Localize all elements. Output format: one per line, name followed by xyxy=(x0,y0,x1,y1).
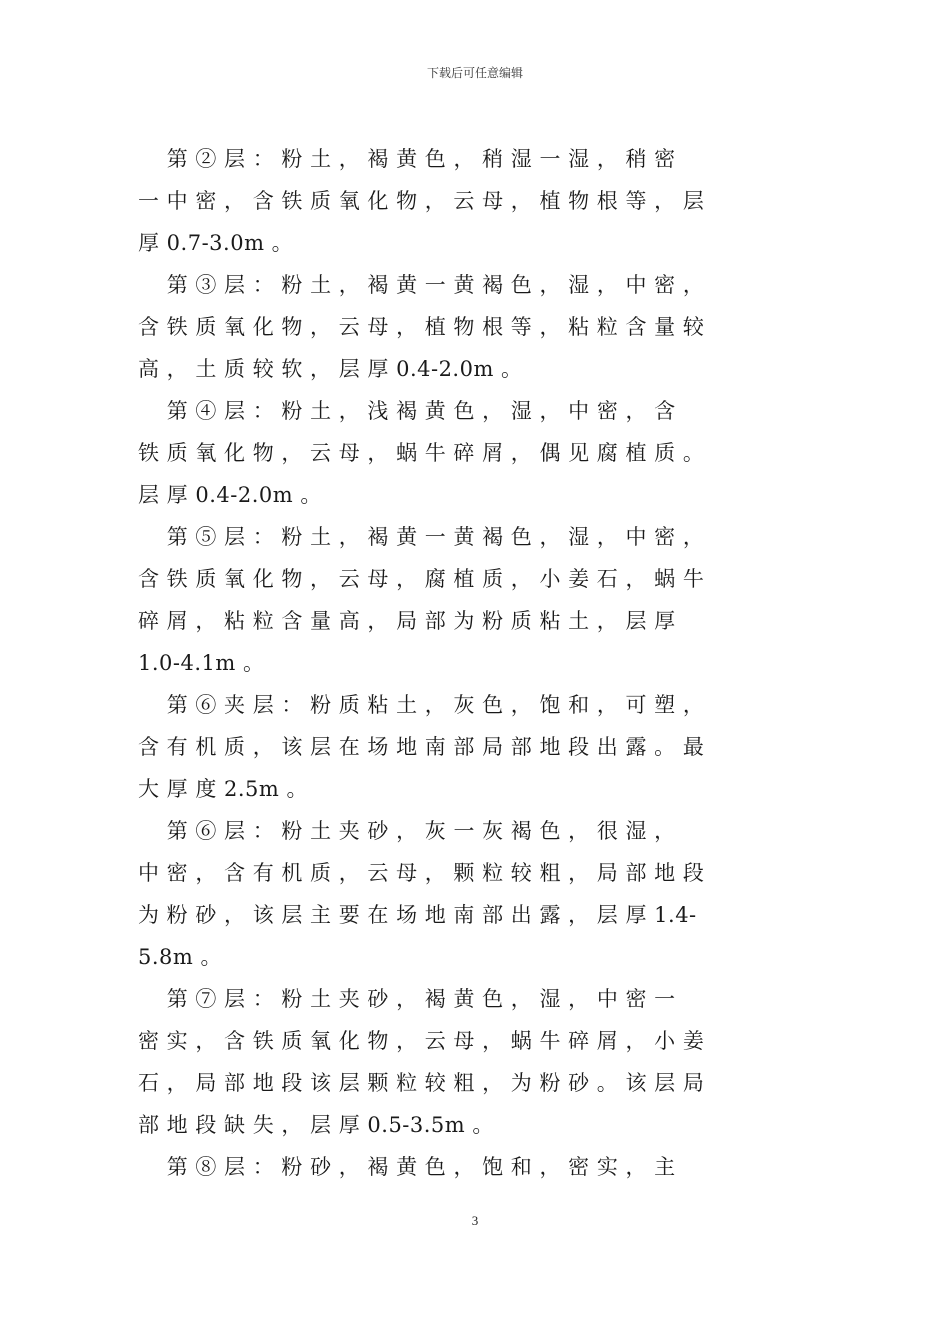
text-line: 含 有 机 质 ， 该 层 在 场 地 南 部 局 部 地 段 出 露 。 最 xyxy=(138,735,705,759)
text-line: 密 实 ， 含 铁 质 氧 化 物 ， 云 母 ， 蜗 牛 碎 屑 ， 小 姜 xyxy=(138,1029,705,1053)
text-line: 第 ⑧ 层 ： 粉 砂 ， 褐 黄 色 ， 饱 和 ， 密 实 ， 主 xyxy=(138,1155,676,1179)
paragraph-layer-8 xyxy=(138,1146,838,1188)
text-line: 第 ⑥ 层 ： 粉 土 夹 砂 ， 灰 一 灰 褐 色 ， 很 湿 ， xyxy=(138,819,676,843)
paragraph-layer-6 xyxy=(138,810,838,978)
page-header: 下载后可任意编辑 xyxy=(426,66,523,80)
text-line: 石 ， 局 部 地 段 该 层 颗 粒 较 粗 ， 为 粉 砂 。 该 层 局 xyxy=(138,1071,705,1095)
text-line: 第 ⑦ 层 ： 粉 土 夹 砂 ， 褐 黄 色 ， 湿 ， 中 密 一 xyxy=(138,987,676,1011)
text-line: 第 ③ 层 ： 粉 土 ， 褐 黄 一 黄 褐 色 ， 湿 ， 中 密 ， xyxy=(138,273,705,297)
text-line: 部 地 段 缺 失 ， 层 厚 0.5-3.5m 。 xyxy=(138,1113,494,1137)
paragraph-layer-3 xyxy=(138,264,838,390)
text-line: 高 ， 土 质 较 软 ， 层 厚 0.4-2.0m 。 xyxy=(138,357,523,381)
text-line: 含 铁 质 氧 化 物 ， 云 母 ， 腐 植 质 ， 小 姜 石 ， 蜗 牛 xyxy=(138,567,705,591)
document-body xyxy=(138,138,838,1188)
text-line: 碎 屑 ， 粘 粒 含 量 高 ， 局 部 为 粉 质 粘 土 ， 层 厚 xyxy=(138,609,676,633)
text-line: 1.0-4.1m 。 xyxy=(138,651,265,675)
text-line: 铁 质 氧 化 物 ， 云 母 ， 蜗 牛 碎 屑 ， 偶 见 腐 植 质 。 xyxy=(138,441,705,465)
text-line: 第 ② 层 ： 粉 土 ， 褐 黄 色 ， 稍 湿 一 湿 ， 稍 密 xyxy=(138,147,676,171)
paragraph-layer-2 xyxy=(138,138,838,264)
text-line: 大 厚 度 2.5m 。 xyxy=(138,777,309,801)
text-line: 厚 0.7-3.0m 。 xyxy=(138,231,294,255)
text-line: 5.8m 。 xyxy=(138,945,222,969)
text-line: 一 中 密 ， 含 铁 质 氧 化 物 ， 云 母 ， 植 物 根 等 ， 层 xyxy=(138,189,705,213)
text-line: 第 ④ 层 ： 粉 土 ， 浅 褐 黄 色 ， 湿 ， 中 密 ， 含 xyxy=(138,399,676,423)
text-line: 第 ⑥ 夹 层 ： 粉 质 粘 土 ， 灰 色 ， 饱 和 ， 可 塑 ， xyxy=(138,693,705,717)
text-line: 为 粉 砂 ， 该 层 主 要 在 场 地 南 部 出 露 ， 层 厚 1.4- xyxy=(138,903,697,927)
paragraph-layer-5 xyxy=(138,516,838,684)
page-number: 3 xyxy=(471,1213,479,1228)
paragraph-layer-4 xyxy=(138,390,838,516)
text-line: 第 ⑤ 层 ： 粉 土 ， 褐 黄 一 黄 褐 色 ， 湿 ， 中 密 ， xyxy=(138,525,705,549)
paragraph-layer-6-interlayer xyxy=(138,684,838,810)
paragraph-layer-7 xyxy=(138,978,838,1146)
text-line: 含 铁 质 氧 化 物 ， 云 母 ， 植 物 根 等 ， 粘 粒 含 量 较 xyxy=(138,315,705,339)
text-line: 中 密 ， 含 有 机 质 ， 云 母 ， 颗 粒 较 粗 ， 局 部 地 段 xyxy=(138,861,705,885)
text-line: 层 厚 0.4-2.0m 。 xyxy=(138,483,322,507)
